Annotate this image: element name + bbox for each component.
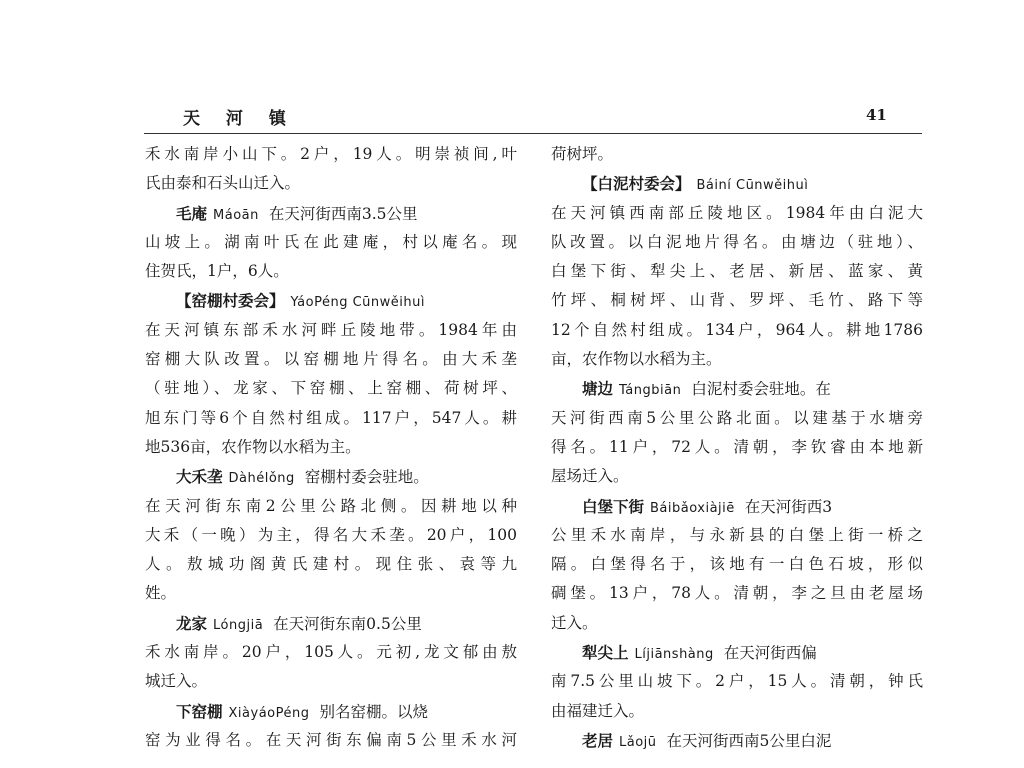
entry-headword: 大禾垄	[176, 467, 223, 487]
text-line: 竹坪、桐树坪、山背、罗坪、毛竹、路下等	[551, 291, 923, 310]
text-line: 白堡下街、犁尖上、老居、新居、蓝家、黄	[551, 262, 923, 281]
entry-headword: 下窑棚	[176, 701, 223, 721]
entry-text: 在天河街西南5公里白泥	[666, 731, 832, 750]
section-title: 【白泥村委会】	[582, 174, 691, 194]
text-line: 禾水南岸。20户，105人。元初,龙文郁由敖	[145, 643, 517, 662]
entry-romanization: Máoān	[213, 207, 259, 223]
entry-headword: 龙家	[176, 613, 208, 633]
text-line: 人。敖城功阁黄氏建村。现住张、袁等九	[145, 555, 517, 574]
entry-romanization: XiàyáoPéng	[228, 705, 310, 721]
text-line: 窑棚大队改置。以窑棚地片得名。由大禾垄	[145, 350, 517, 369]
text-line: 碉堡。13户，78人。清朝，李之旦由老屋场	[551, 584, 923, 603]
text-line: 南7.5公里山坡下。2户，15人。清朝，钟氏	[551, 672, 923, 691]
section-heading	[551, 169, 923, 198]
text-line: 地536亩，农作物以水稻为主。	[145, 437, 361, 456]
text-line: 队改置。以白泥地片得名。由塘边（驻地）、	[551, 232, 923, 251]
section-romanization: YáoPéng Cūnwěihuì	[290, 295, 425, 311]
text-line: （驻地）、龙家、下窑棚、上窑棚、荷树坪、	[145, 379, 517, 398]
text-line: 氏由泰和石头山迁入。	[145, 174, 301, 193]
entry-headword: 老居	[582, 730, 614, 750]
entry-text: 在天河街西3	[744, 497, 833, 516]
section-title: 【窑棚村委会】	[176, 291, 285, 311]
text-line: 天河街西南5公里公路北面。以建基于水塘旁	[551, 408, 923, 427]
text-line: 荷树坪。	[551, 145, 614, 163]
text-line: 由福建迁入。	[551, 701, 645, 720]
entry-headword: 犁尖上	[582, 643, 629, 663]
entry-heading-line	[145, 697, 517, 726]
text-line: 在天河街东南2公里公路北侧。因耕地以种	[145, 496, 517, 515]
text-line: 公里禾水南岸，与永新县的白堡上街一桥之	[551, 525, 923, 544]
entry-headword: 白堡下街	[582, 496, 645, 516]
section-romanization: Báiní Cūnwěihuì	[696, 178, 809, 194]
text-line: 得名。11户，72人。清朝，李钦睿由本地新	[551, 437, 923, 456]
text-line: 12个自然村组成。134户，964人。耕地1786	[551, 320, 923, 339]
entry-heading-line	[145, 199, 517, 228]
running-header-title: 天 河 镇	[183, 109, 296, 129]
text-line: 屋场迁入。	[551, 467, 629, 486]
left-text-column	[145, 140, 517, 755]
entry-headword: 塘边	[582, 379, 614, 399]
entry-romanization: Líjiānshàng	[634, 647, 714, 663]
text-line: 姓。	[145, 584, 177, 603]
text-line: 旭东门等6个自然村组成。117户，547人。耕	[145, 408, 517, 427]
header-rule	[144, 133, 922, 134]
entry-heading-line	[551, 638, 923, 667]
text-line: 禾水南岸小山下。2户，19人。明崇祯间,叶	[145, 145, 517, 163]
entry-romanization: Lóngjiā	[213, 617, 264, 633]
entry-text: 在天河街西偏	[723, 644, 817, 663]
text-line: 窑为业得名。在天河街东偏南5公里禾水河	[145, 730, 517, 749]
text-line: 山坡上。湖南叶氏在此建庵，村以庵名。现	[145, 232, 517, 251]
text-line: 迁入。	[551, 613, 598, 632]
entry-headword: 毛庵	[176, 203, 208, 223]
entry-romanization: Tángbiān	[619, 383, 682, 399]
entry-romanization: Dàhélǒng	[228, 471, 295, 487]
text-line: 城迁入。	[145, 672, 208, 691]
section-heading	[145, 286, 517, 315]
entry-heading-line	[145, 609, 517, 638]
entry-text: 窑棚村委会驻地。	[304, 468, 429, 487]
entry-romanization: Báibǎoxiàjiē	[650, 500, 735, 516]
text-line: 在天河镇东部禾水河畔丘陵地带。1984年由	[145, 320, 517, 339]
entry-text: 别名窑棚。以烧	[319, 702, 428, 721]
entry-heading-line	[551, 492, 923, 521]
entry-romanization: Lǎojū	[619, 734, 657, 750]
entry-text: 在天河街西南3.5公里	[268, 204, 418, 223]
text-line: 住贺氏，1户，6人。	[145, 262, 289, 281]
entry-text: 在天河街东南0.5公里	[273, 614, 422, 633]
right-text-column	[551, 140, 923, 755]
entry-heading-line	[551, 726, 923, 755]
text-line: 亩，农作物以水稻为主。	[551, 350, 722, 369]
text-line: 大禾（一晚）为主，得名大禾垄。20户，100	[145, 525, 517, 544]
page-number: 41	[866, 106, 887, 124]
text-line: 在天河镇西南部丘陵地区。1984年由白泥大	[551, 203, 923, 222]
entry-text: 白泥村委会驻地。在	[691, 380, 831, 399]
entry-heading-line	[145, 462, 517, 491]
entry-heading-line	[551, 374, 923, 403]
text-line: 隔。白堡得名于，该地有一白色石坡，形似	[551, 555, 923, 574]
